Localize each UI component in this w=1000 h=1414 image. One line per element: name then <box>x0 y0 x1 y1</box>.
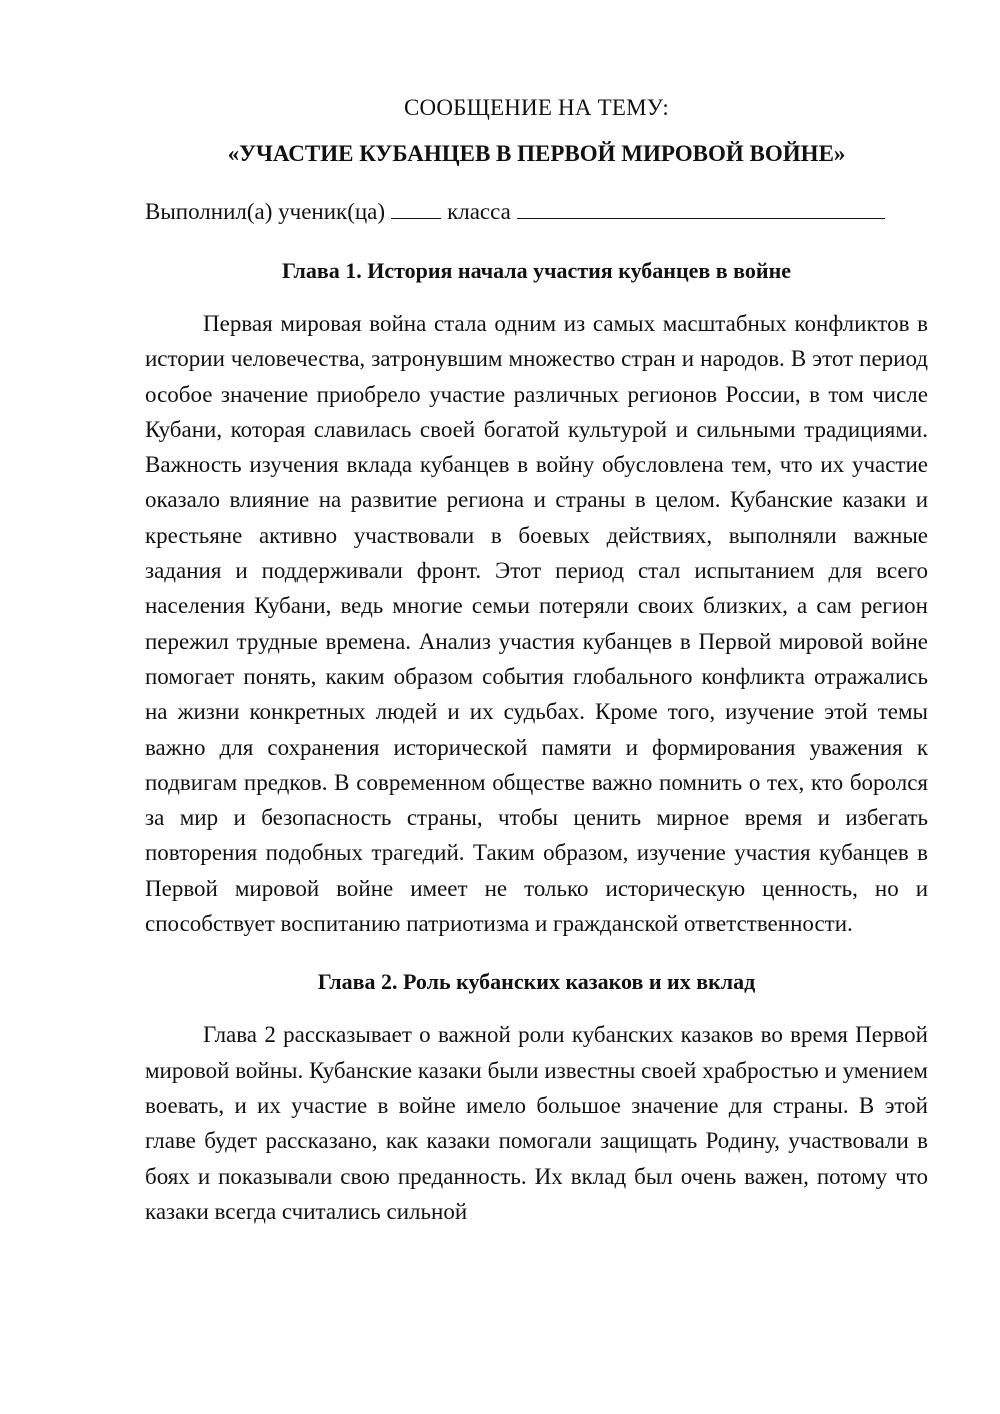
student-label: Выполнил(а) ученик(ца) <box>145 199 386 224</box>
chapter-1-heading: Глава 1. История начала участия кубанцев в войне <box>281 258 792 283</box>
class-label: класса <box>447 199 511 224</box>
class-number-blank <box>391 196 441 219</box>
chapter-1-paragraph: Первая мировая война стала одним из самых масштабных конфликтов в истории человечества, затронувшим множество стран и народов. В этот период особое значение приобрело участие различных регионов России, в том числе Кубани, которая славилась своей богатой культурой и сильными традициями. Важность изучения вклада кубанцев в войну обусловлена тем, что их участие оказало влияние на развитие региона и страны в целом. Кубанские казаки и крестьяне активно участвовали в боевых действиях, выполняли важные задания и поддерживали фронт. Этот период стал испытанием для всего населения Кубани, ведь многие семьи потеряли своих близких, а сам регион пережил трудные времена. Анализ участия кубанцев в Первой мировой войне помогает понять, каким образом события глобального конфликта отражались на жизни конкретных людей и их судьбах. Кроме того, изучение этой темы важно для сохранения исторической памяти и формирования уважения к подвигам предков. В современном обществе важно помнить о тех, кто боролся за мир и безопасность страны, чтобы ценить мирное время и избегать повторения подобных трагедий. Таким образом, изучение участия кубанцев в Первой мировой войне имеет не только историческую ценность, но и способствует воспитанию патриотизма и гражданской ответственности. <box>145 311 928 937</box>
student-name-blank <box>517 196 885 219</box>
chapter-2-paragraph: Глава 2 рассказывает о важной роли кубанских казаков во время Первой мировой войны. Кубанские казаки были известны своей храбростью и умением воевать, и их участие в войне имело большое значение для страны. В этой главе будет рассказано, как казаки помогали защищать Родину, участвовали в боях и показывали свою преданность. Их вклад был очень важен, потому что казаки всегда считались сильной <box>145 1022 928 1224</box>
chapter-2-heading: Глава 2. Роль кубанских казаков и их вклад <box>317 969 756 995</box>
document-title-topic: «УЧАСТИЕ КУБАНЦЕВ В ПЕРВОЙ МИРОВОЙ ВОЙНЕ» <box>227 141 846 166</box>
student-info-line <box>145 196 928 228</box>
document-title-line1: СООБЩЕНИЕ НА ТЕМУ: <box>404 95 669 120</box>
